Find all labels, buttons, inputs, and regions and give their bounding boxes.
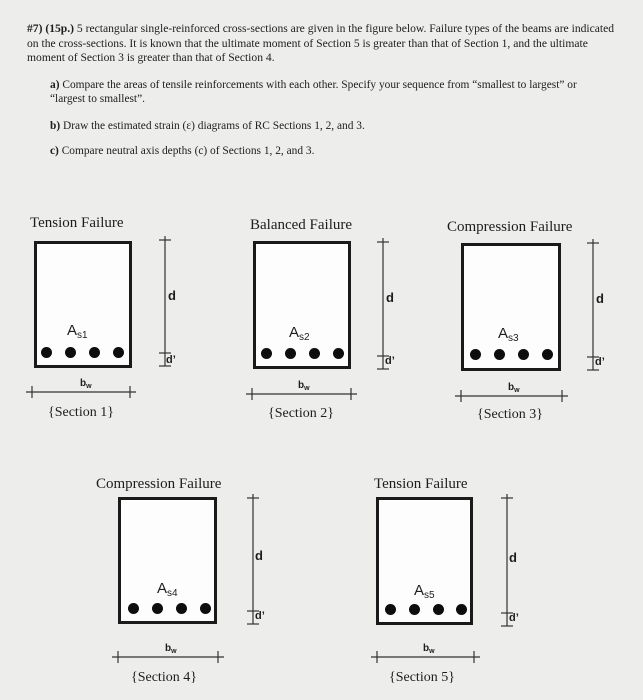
rebar-dot xyxy=(152,603,163,614)
failure-type-label: Tension Failure xyxy=(374,476,468,492)
rebar-dot xyxy=(200,603,211,614)
failure-type-label: Tension Failure xyxy=(30,215,124,231)
rebar-dot xyxy=(285,348,296,359)
steel-area-label: $A_{s1}$ xyxy=(67,322,88,341)
rebar-dot xyxy=(41,347,52,358)
question-label: a) xyxy=(50,79,60,91)
question-text: Compare the areas of tensile reinforcements with each other. Specify your sequence from “smallest to largest” or “largest to smallest”. xyxy=(50,79,577,106)
problem-number: #7) (15p.) xyxy=(27,22,75,35)
d-label: d xyxy=(386,290,394,305)
d-label: d xyxy=(596,291,604,306)
bw-label: $b_w$ xyxy=(298,380,310,392)
rebar-dot xyxy=(456,604,467,615)
failure-type-label: Compression Failure xyxy=(447,219,573,235)
question-label: c) xyxy=(50,145,59,157)
rebar-dot xyxy=(128,603,139,614)
steel-area-label: $A_{s5}$ xyxy=(414,582,435,601)
d-prime-label: d’ xyxy=(509,612,519,624)
question-b xyxy=(50,119,610,133)
rebar-dot xyxy=(89,347,100,358)
rebar-dot xyxy=(409,604,420,615)
rebar-dot xyxy=(65,347,76,358)
question-text: Compare neutral axis depths (c) of Sections 1, 2, and 3. xyxy=(58,145,315,157)
section-label: {Section 2} xyxy=(268,406,334,421)
rebar-dot xyxy=(385,604,396,615)
steel-area-label: $A_{s4}$ xyxy=(157,580,178,599)
rebar-dot xyxy=(518,349,529,360)
rebar-dot xyxy=(470,349,481,360)
dimension-lines xyxy=(0,0,1,1)
question-label: b) xyxy=(50,120,61,132)
problem-statement xyxy=(27,22,627,66)
failure-type-label: Balanced Failure xyxy=(250,217,353,233)
bw-label: $b_w$ xyxy=(165,643,177,655)
section-label: {Section 3} xyxy=(477,407,543,422)
steel-area-label: $A_{s2}$ xyxy=(289,324,310,343)
rebar-dot xyxy=(113,347,124,358)
failure-type-label: Compression Failure xyxy=(96,476,222,492)
d-label: d xyxy=(509,550,517,565)
rebar-dot xyxy=(433,604,444,615)
problem-text: 5 rectangular single-reinforced cross-sections are given in the figure below. Failure types of the beams are indicated on the cross-sections. It is known that the ultimate moment of Section 5 is greater than that of Section 1, and the ultimate moment of Section 3 is greater than that of Section 4. xyxy=(27,22,615,65)
d-label: d xyxy=(168,288,176,303)
question-text: Draw the estimated strain (ε) diagrams of RC Sections 1, 2, and 3. xyxy=(60,120,365,132)
question-a xyxy=(50,78,610,106)
question-c xyxy=(50,144,610,158)
steel-area-label: $A_{s3}$ xyxy=(498,325,519,344)
section-label: {Section 1} xyxy=(48,405,114,420)
d-prime-label: d’ xyxy=(595,356,605,368)
bw-label: $b_w$ xyxy=(508,382,520,394)
rebar-dot xyxy=(261,348,272,359)
rebar-dot xyxy=(176,603,187,614)
rebar-dot xyxy=(542,349,553,360)
bw-label: $b_w$ xyxy=(423,643,435,655)
d-prime-label: d’ xyxy=(166,354,176,366)
rebar-dot xyxy=(309,348,320,359)
d-prime-label: d’ xyxy=(385,355,395,367)
section-label: {Section 4} xyxy=(131,670,197,685)
section-label: {Section 5} xyxy=(389,670,455,685)
d-label: d xyxy=(255,548,263,563)
rebar-dot xyxy=(494,349,505,360)
d-prime-label: d’ xyxy=(255,610,265,622)
rebar-dot xyxy=(333,348,344,359)
bw-label: $b_w$ xyxy=(80,378,92,390)
